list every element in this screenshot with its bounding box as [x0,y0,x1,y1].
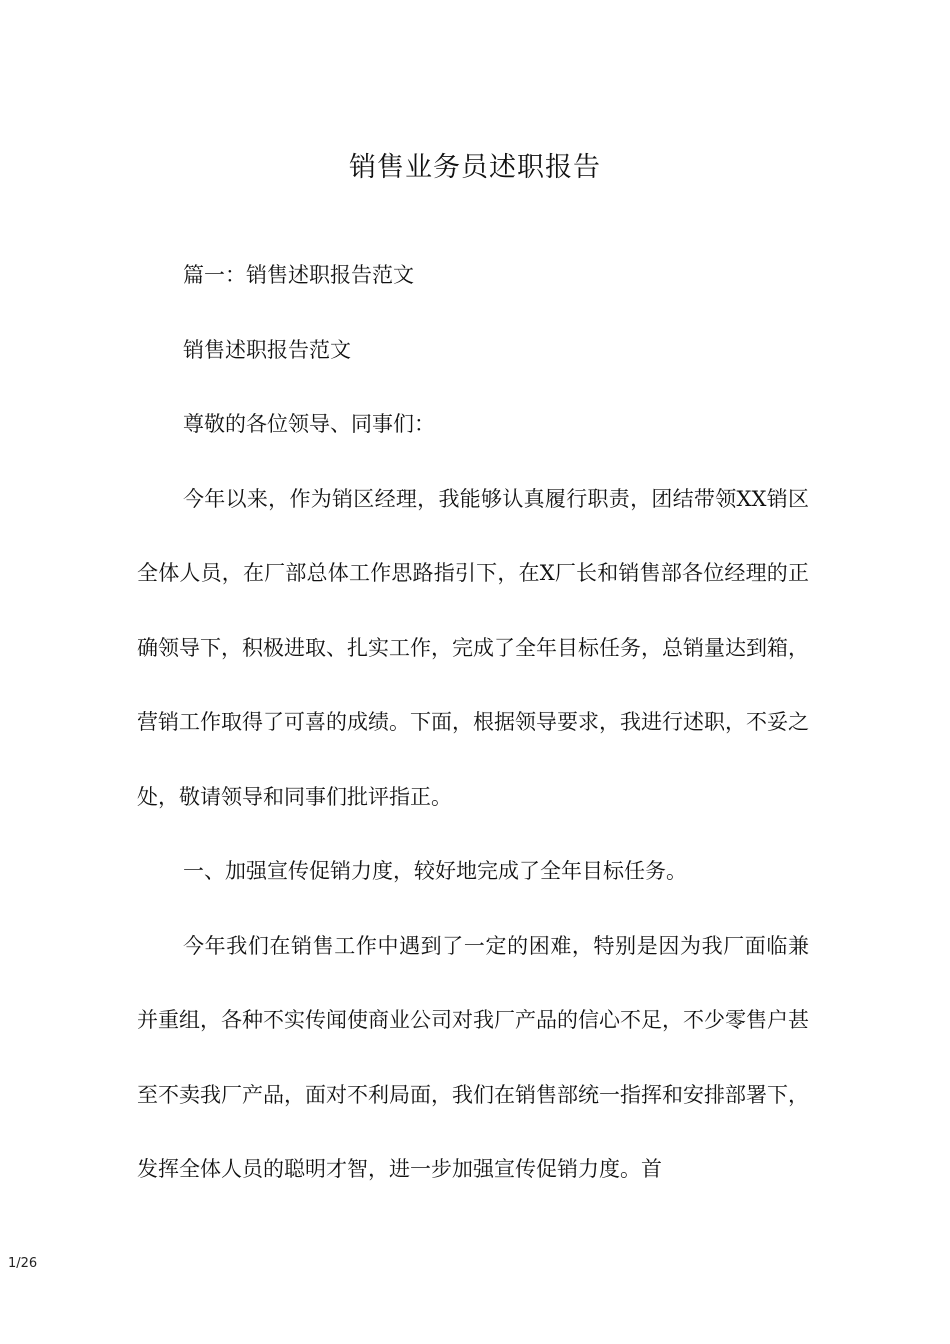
section-heading: 一、加强宣传促销力度，较好地完成了全年目标任务。 [183,859,687,883]
section-heading: 篇一：销售述职报告范文 [183,263,414,287]
body-paragraph: 今年以来，作为销区经理，我能够认真履行职责，团结带领XX销区全体人员，在厂部总体工作思路指引下，在X厂长和销售部各位经理的正确领导下，积极进取、扎实工作，完成了全年目标任务，总销量达到箱，营销工作取得了可喜的成绩。下面，根据领导要求，我进行述职，不妥之处，敬请领导和同事们批评指正。 [137,486,809,809]
salutation: 尊敬的各位领导、同事们： [183,412,435,436]
body-paragraph: 今年我们在销售工作中遇到了一定的困难，特别是因为我厂面临兼并重组，各种不实传闻使商业公司对我厂产品的信心不足，不少零售户甚至不卖我厂产品，面对不利局面，我们在销售部统一指挥和安排部署下，发挥全体人员的聪明才智，进一步加强宣传促销力度。首 [137,933,809,1181]
page-number: 1/26 [8,1256,38,1271]
document-body [137,238,809,1207]
document-title: 销售业务员述职报告 [349,152,601,183]
report-subtitle: 销售述职报告范文 [183,337,351,362]
